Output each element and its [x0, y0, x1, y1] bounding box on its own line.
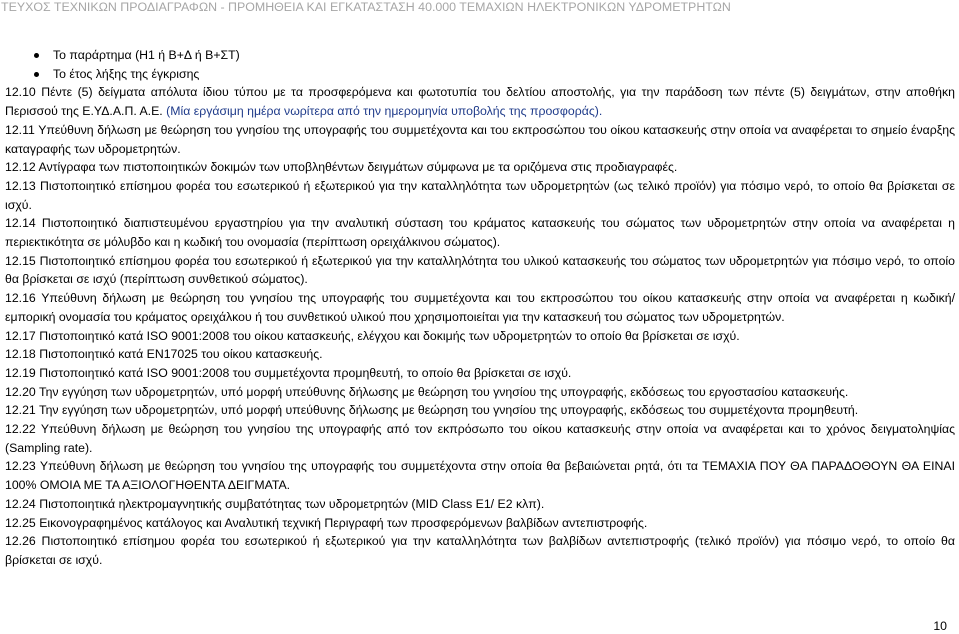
item-12-10-text: 12.10 Πέντε (5) δείγματα απόλυτα ίδιου τύπου με τα προσφερόμενα και φωτοτυπία του δελτίου αποστολής, για την παράδοση των πέντε (5) δειγμάτων, στην αποθήκη Περισσού της Ε.ΥΔ.Α.Π. Α.Ε.: [5, 85, 955, 119]
item-12-20: 12.20 Την εγγύηση των υδρομετρητών, υπό μορφή υπεύθυνης δήλωσης με θεώρηση του γνησίου της υπογραφής, εκδόσεως του εργοστασίου κατασκευής.: [5, 384, 849, 399]
bullet-list: [5, 46, 955, 83]
item-12-17: 12.17 Πιστοποιητικό κατά ISO 9001:2008 του οίκου κατασκευής, ελέγχου και δοκιμής των υδρομετρητών το οποίο θα βρίσκεται σε ισχύ.: [5, 328, 740, 343]
item-12-13: 12.13 Πιστοποιητικό επίσημου φορέα του εσωτερικού ή εξωτερικού για την καταλληλότητα των υδρομετρητών (ως τελικό προϊόν) για πόσιμο νερό, το οποίο θα βρίσκεται σε ισχύ.: [5, 178, 955, 212]
item-12-15: 12.15 Πιστοποιητικό επίσημου φορέα του εσωτερικού ή εξωτερικού για την καταλληλότητα του υλικού κατασκευής του σώματος των υδρομετρητών για πόσιμο νερό, το οποίο θα βρίσκεται σε ισχύ (περίπτωση συνθετικού σώματος).: [5, 253, 955, 287]
item-12-24: 12.24 Πιστοποιητικά ηλεκτρομαγνητικής συμβατότητας των υδρομετρητών (MID Class E1/ E2 κλπ).: [5, 496, 545, 511]
item-12-18: 12.18 Πιστοποιητικό κατά EN17025 του οίκου κατασκευής.: [5, 347, 323, 362]
item-12-23: 12.23 Υπεύθυνη δήλωση με θεώρηση του γνησίου της υπογραφής του συμμετέχοντα στην οποία θα βεβαιώνεται ρητά, ότι τα ΤΕΜΑΧΙΑ ΠΟΥ ΘΑ ΠΑΡΑΔΟΘΟΥΝ ΘΑ ΕΙΝΑΙ 100% ΟΜΟΙΑ ΜΕ ΤΑ ΑΞΙΟΛΟΓΗΘΕΝΤΑ ΔΕΙΓΜΑΤΑ.: [5, 459, 955, 493]
bullet-item-annex: Το παράρτημα (Η1 ή Β+Δ ή Β+ΣΤ): [5, 46, 955, 65]
item-12-10: [5, 83, 955, 120]
item-12-12: 12.12 Αντίγραφα των πιστοποιητικών δοκιμών των υποβληθέντων δειγμάτων σύμφωνα με τα οριζόμενα στις προδιαγραφές.: [5, 160, 678, 175]
document-header: ΤΕΥΧΟΣ ΤΕΧΝΙΚΩΝ ΠΡΟΔΙΑΓΡΑΦΩΝ - ΠΡΟΜΗΘΕΙΑ ΚΑΙ ΕΓΚΑΤΑΣΤΑΣΗ 40.000 ΤΕΜΑΧΙΩΝ ΗΛΕΚΤΡΟΝΙΚΩΝ ΥΔΡΟΜΕΤΡΗΤΩΝ: [1, 0, 731, 14]
item-12-10-note: (Μία εργάσιμη ημέρα νωρίτερα από την ημερομηνία υποβολής της προσφοράς).: [162, 104, 603, 119]
page-number: 10: [933, 619, 947, 633]
document-body: [5, 46, 955, 570]
bullet-item-expiry-year: Το έτος λήξης της έγκρισης: [5, 65, 955, 84]
item-12-14: 12.14 Πιστοποιητικό διαπιστευμένου εργαστηρίου για την αναλυτική σύσταση του κράματος κατασκευής του σώματος των υδρομετρητών στην οποία να αναφέρεται η περιεκτικότητα σε μόλυβδο και η κωδική του ονομασία (περίπτωση ορειχάλκινου σώματος).: [5, 216, 955, 250]
item-12-22: 12.22 Υπεύθυνη δήλωση με θεώρηση του γνησίου της υπογραφής από τον εκπρόσωπο του οίκου κατασκευής στην οποία να αναφέρεται και το χρόνος δειγματοληψίας (Sampling rate).: [5, 422, 955, 455]
item-12-26: 12.26 Πιστοποιητικό επίσημου φορέα του εσωτερικού ή εξωτερικού για την καταλληλότητα των βαλβίδων αντεπιστροφής (τελικό προϊόν) για πόσιμο νερό, το οποίο θα βρίσκεται σε ισχύ.: [5, 534, 955, 567]
item-12-21: 12.21 Την εγγύηση των υδρομετρητών, υπό μορφή υπεύθυνης δήλωσης με θεώρηση του γνησίου της υπογραφής, εκδόσεως του συμμετέχοντα προμηθευτή.: [5, 403, 859, 418]
item-12-11: 12.11 Υπεύθυνη δήλωση με θεώρηση του γνησίου της υπογραφής του συμμετέχοντα και του εκπροσώπου του οίκου κατασκευής στην οποία να αναφέρεται το σημείο έναρξης καταγραφής των υδρομετρητών.: [5, 122, 955, 156]
item-12-19: 12.19 Πιστοποιητικό κατά ISO 9001:2008 του συμμετέχοντα προμηθευτή, το οποίο θα βρίσκεται σε ισχύ.: [5, 365, 572, 380]
item-12-25: 12.25 Εικονογραφημένος κατάλογος και Αναλυτική τεχνική Περιγραφή των προσφερόμενων βαλβίδων αντεπιστροφής.: [5, 515, 648, 530]
item-12-16: 12.16 Υπεύθυνη δήλωση με θεώρηση του γνησίου της υπογραφής του συμμετέχοντα και του εκπροσώπου του οίκου κατασκευής στην οποία να αναφέρεται η κωδική/ εμπορική ονομασία του κράματος ορειχάλκου ή του συνθετικού υλικού που χρησιμοποιείται για την κατασκευή του σώματος των υδρομετρητών.: [5, 291, 955, 324]
